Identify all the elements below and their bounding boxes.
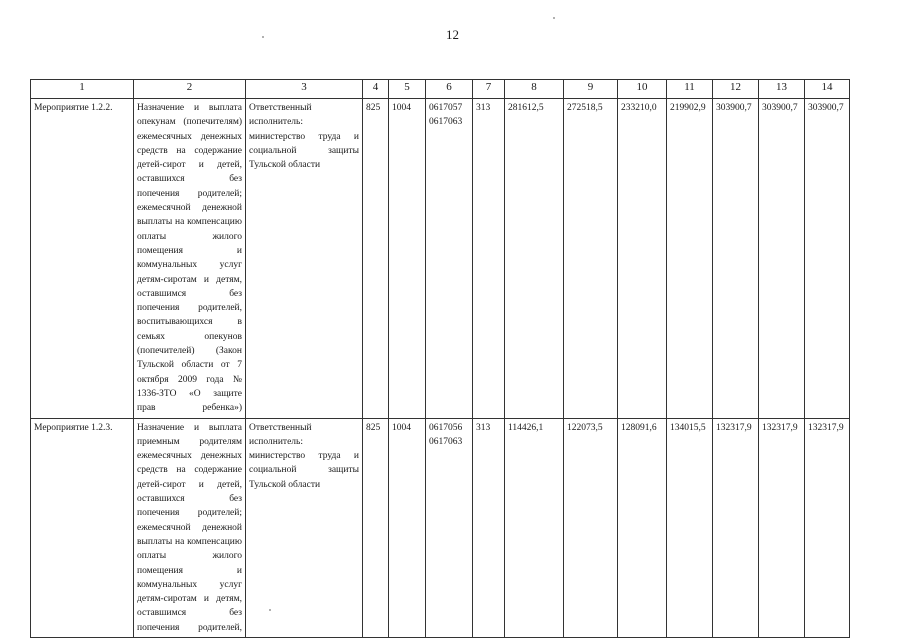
value-9-cell: 122073,5 xyxy=(564,418,618,637)
page-number: 12 xyxy=(446,27,459,42)
value-13-cell: 303900,7 xyxy=(759,99,805,419)
value-13-cell: 132317,9 xyxy=(759,418,805,637)
value-9-cell: 272518,5 xyxy=(564,99,618,419)
code-7-cell: 313 xyxy=(473,99,505,419)
value-10-cell: 233210,0 xyxy=(618,99,667,419)
description-cell: Назначение и выплата приемным родителям ежемесячных денежных средств на содержание детей-сирот и детей, оставшихся без попечения родителей; ежемесячной денежной выплаты на компенсацию оплаты жилого помещения и коммунальных услуг детям-сиротам и детям, оставшимся без попечения родителей, xyxy=(134,418,246,637)
col-header-11: 11 xyxy=(667,80,713,99)
code-4-cell: 825 xyxy=(363,99,389,419)
responsible-cell: Ответственный исполнитель: министерство труда и социальной защиты Тульской области xyxy=(246,418,363,637)
value-11-cell: 134015,5 xyxy=(667,418,713,637)
code-7-cell: 313 xyxy=(473,418,505,637)
code-6-line: 0617056 xyxy=(429,422,463,433)
col-header-1: 1 xyxy=(31,80,134,99)
value-8-cell: 281612,5 xyxy=(505,99,564,419)
code-6-cell xyxy=(426,99,473,419)
description-cell: Назначение и выплата опекунам (попечителям) ежемесячных денежных средств на содержание детей-сирот и детей, оставшихся без попечения родителей; ежемесячной денежной выплаты на компенсацию оплаты жилого помещения и коммунальных услуг детям-сиротам и детям, оставшимся без попечения родителей, воспитывающихся в семьях опекунов (попечителей) (Закон Тульской области от 7 октября 2009 года № 1336-ЗТО «О защите прав ребенка») xyxy=(134,99,246,419)
col-header-10: 10 xyxy=(618,80,667,99)
code-5-cell: 1004 xyxy=(389,418,426,637)
activity-cell: Мероприятие 1.2.2. xyxy=(31,99,134,419)
header-row xyxy=(31,80,850,99)
value-12-cell: 132317,9 xyxy=(713,418,759,637)
col-header-3: 3 xyxy=(246,80,363,99)
responsible-cell: Ответственный исполнитель: министерство труда и социальной защиты Тульской области xyxy=(246,99,363,419)
code-6-line: 0617063 xyxy=(429,436,463,447)
col-header-6: 6 xyxy=(426,80,473,99)
value-8-cell: 114426,1 xyxy=(505,418,564,637)
value-10-cell: 128091,6 xyxy=(618,418,667,637)
code-6-line: 0617063 xyxy=(429,117,463,128)
col-header-5: 5 xyxy=(389,80,426,99)
col-header-9: 9 xyxy=(564,80,618,99)
value-11-cell: 219902,9 xyxy=(667,99,713,419)
table-row xyxy=(31,99,850,419)
table-row xyxy=(31,418,850,637)
col-header-7: 7 xyxy=(473,80,505,99)
col-header-14: 14 xyxy=(805,80,850,99)
code-6-cell xyxy=(426,418,473,637)
code-6-line: 0617057 xyxy=(429,103,463,113)
col-header-13: 13 xyxy=(759,80,805,99)
value-14-cell: 303900,7 xyxy=(805,99,850,419)
budget-table xyxy=(30,79,850,638)
value-12-cell: 303900,7 xyxy=(713,99,759,419)
value-14-cell: 132317,9 xyxy=(805,418,850,637)
scan-speck xyxy=(262,36,264,38)
code-4-cell: 825 xyxy=(363,418,389,637)
code-5-cell: 1004 xyxy=(389,99,426,419)
scan-speck xyxy=(553,17,555,19)
scan-speck xyxy=(269,609,271,611)
col-header-4: 4 xyxy=(363,80,389,99)
col-header-12: 12 xyxy=(713,80,759,99)
col-header-8: 8 xyxy=(505,80,564,99)
activity-cell: Мероприятие 1.2.3. xyxy=(31,418,134,637)
col-header-2: 2 xyxy=(134,80,246,99)
